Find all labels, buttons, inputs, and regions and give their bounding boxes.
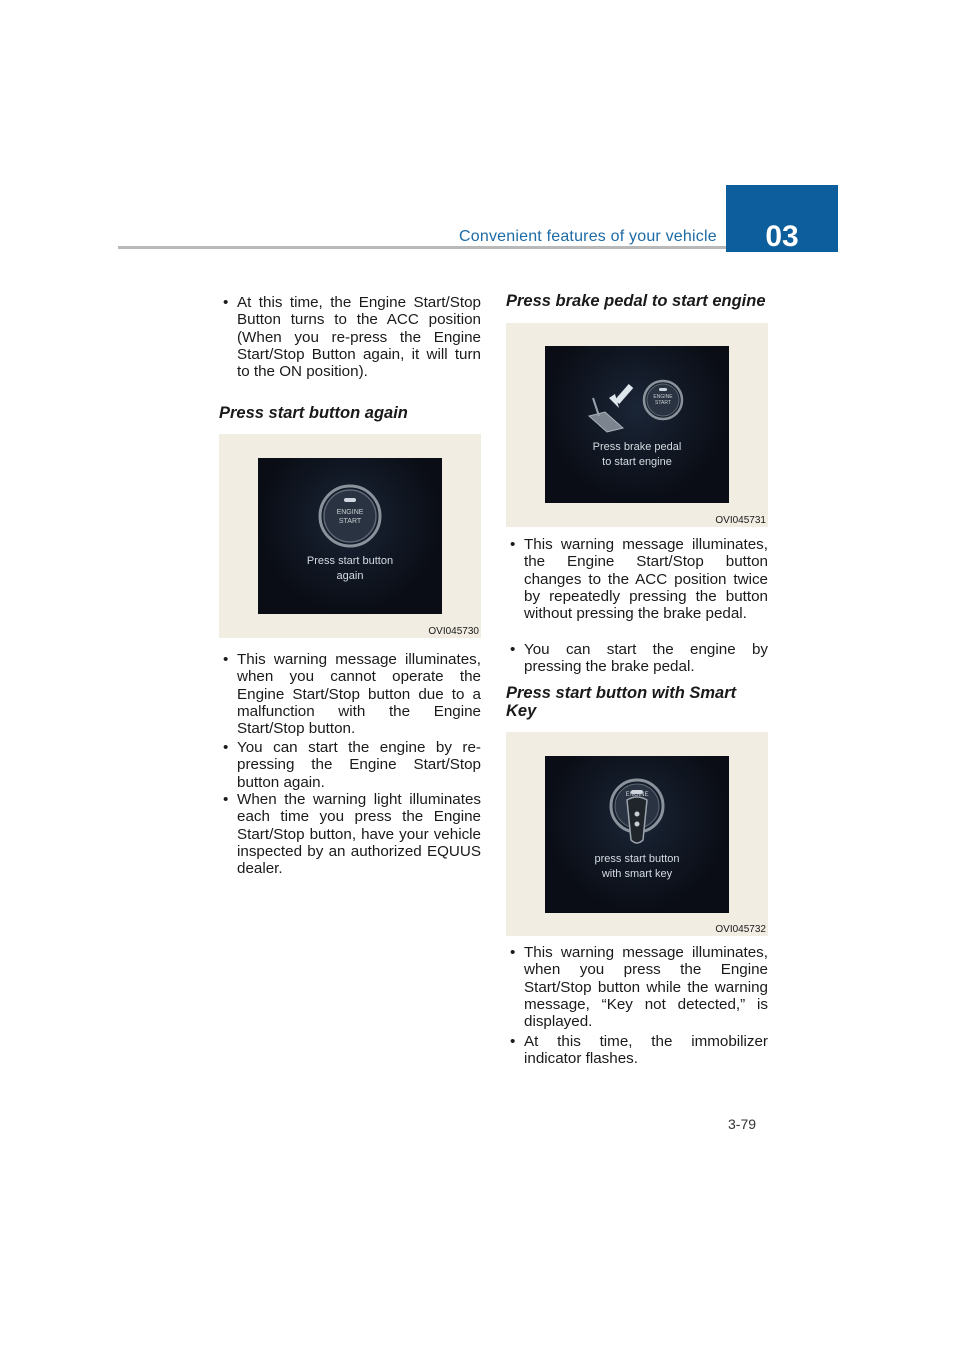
screen-message-line1: Press brake pedal [592,441,682,453]
cluster-screen [258,458,442,614]
brake-pedal-icon [545,346,729,503]
list-item: • You can start the engine by re-pressing the Engine Start/Stop button again. [219,739,481,791]
screen-message-line2: with smart key [601,868,673,880]
smart-key-icon [545,756,729,913]
figure-code: OVI045730 [428,626,479,637]
figure-brake-pedal [506,323,768,527]
engine-start-button-icon [258,458,442,614]
intro-bullet: • At this time, the Engine Start/Stop Button turns to the ACC position (When you re-press the Engine Start/Stop Button again, it will turn to the ON position). [219,294,481,380]
screen-message-line2: to start engine [602,456,672,468]
running-header-title: Convenient features of your vehicle [459,228,717,245]
figure-press-start-again [219,434,481,638]
screen-message-line2: again [336,570,364,582]
cluster-screen [545,756,729,913]
screen-message-line1: press start button [594,853,680,865]
section-title-smart-key-line2: Key [506,702,537,720]
list-item: • At this time, the immobilizer indicator flashes. [506,1033,768,1068]
list-item: • This warning message illuminates, the Engine Start/Stop button changes to the ACC position twice by repeatedly pressing the button without pressing the brake pedal. [506,536,768,622]
figure-code: OVI045732 [715,924,766,935]
button-label-line1: ENGINE [336,509,364,516]
section-title-brake-pedal: Press brake pedal to start engine [506,292,766,310]
screen-message-line1: Press start button [306,555,394,567]
list-item: • You can start the engine by pressing the brake pedal. [506,641,768,676]
button-label-line1: ENGINE [625,792,649,798]
list-item: • This warning message illuminates, when you cannot operate the Engine Start/Stop button due to a malfunction with the Engine Start/Stop button. [219,651,481,737]
chapter-tab: 03 [726,185,838,252]
page-number: 3-79 [728,1116,757,1132]
list-item: • This warning message illuminates, when you press the Engine Start/Stop button while the warning message, “Key not detected,” is displayed. [506,944,768,1030]
section-title-smart-key-line1: Press start button with Smart [506,684,737,702]
button-label-line2: START [338,518,362,525]
figure-smart-key [506,732,768,936]
figure-code: OVI045731 [715,515,766,526]
header-rule [118,246,726,249]
cluster-screen [545,346,729,503]
section-title-press-start-again: Press start button again [219,404,408,422]
button-label-line2: START [655,400,671,406]
list-item: • When the warning light illuminates each time you press the Engine Start/Stop button, have your vehicle inspected by an authorized EQUUS dealer. [219,791,481,877]
button-label-line1: ENGINE [653,394,673,400]
